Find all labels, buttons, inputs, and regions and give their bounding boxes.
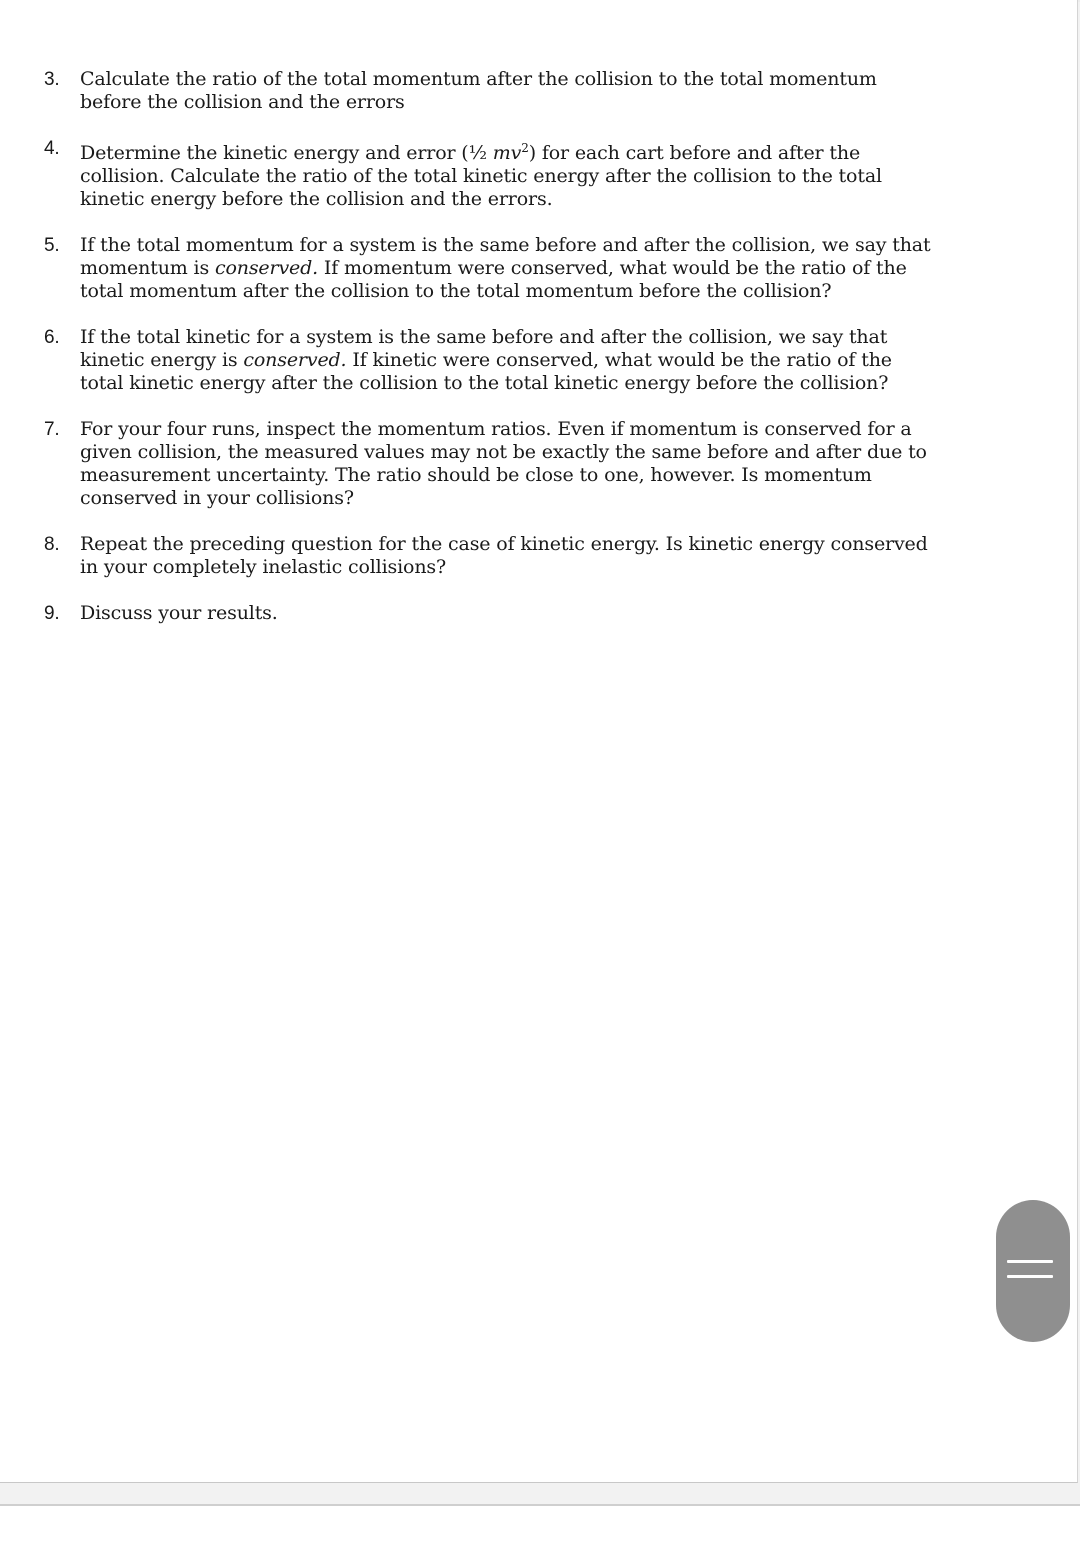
question-text-line: kinetic energy before the collision and the errors. <box>80 188 553 210</box>
question-text-line: If the total momentum for a system is the same before and after the collision, we say that <box>80 234 931 256</box>
question-text-line: conserved in your collisions? <box>80 487 354 509</box>
question-number: 5. <box>44 235 60 256</box>
question-text-line <box>80 137 942 165</box>
emphasis-conserved: conserved. <box>214 257 319 279</box>
question-text: momentum is <box>80 257 215 279</box>
question-text-line: Discuss your results. <box>80 602 278 624</box>
question-text-line: in your completely inelastic collisions? <box>80 556 447 578</box>
question-7 <box>42 418 942 510</box>
scroll-drag-handle[interactable] <box>996 1200 1070 1342</box>
question-text-line: Calculate the ratio of the total momentum after the collision to the total momentum <box>80 68 877 90</box>
kinetic-energy-formula <box>469 142 529 164</box>
formula-mv: mv <box>492 142 522 164</box>
question-number: 3. <box>44 69 60 90</box>
question-3 <box>42 68 942 114</box>
question-4 <box>42 137 942 211</box>
question-text-line: before the collision and the errors <box>80 91 405 113</box>
question-text-line: If the total kinetic for a system is the same before and after the collision, we say that <box>80 326 888 348</box>
formula-fraction: ½ <box>468 142 493 164</box>
question-number: 7. <box>44 419 60 440</box>
question-text: If momentum were conserved, what would be the ratio of the <box>318 257 907 279</box>
question-number: 8. <box>44 534 60 555</box>
bottom-bar <box>0 1504 1080 1550</box>
formula-exponent: 2 <box>521 141 529 155</box>
question-8 <box>42 533 942 579</box>
question-number: 9. <box>44 603 60 624</box>
question-6 <box>42 326 942 395</box>
question-text-line: measurement uncertainty. The ratio should be close to one, however. Is momentum <box>80 464 872 486</box>
question-text-line: collision. Calculate the ratio of the total kinetic energy after the collision to the total <box>80 165 882 187</box>
question-text: ) for each cart before and after the <box>528 142 861 164</box>
question-5 <box>42 234 942 303</box>
drag-handle-icon <box>1007 1260 1053 1263</box>
question-text-line: total momentum after the collision to the total momentum before the collision? <box>80 280 832 302</box>
question-text-line <box>80 257 942 280</box>
question-text: Determine the kinetic energy and error ( <box>80 142 469 164</box>
question-text-line <box>80 349 942 372</box>
question-number: 6. <box>44 327 60 348</box>
question-9 <box>42 602 942 625</box>
emphasis-conserved: conserved. <box>243 349 347 371</box>
question-text-line: total kinetic energy after the collision to the total kinetic energy before the collision? <box>80 372 889 394</box>
drag-handle-icon-line <box>1007 1275 1053 1278</box>
question-text-line: For your four runs, inspect the momentum ratios. Even if momentum is conserved for a <box>80 418 912 440</box>
question-text-line: given collision, the measured values may not be exactly the same before and after due to <box>80 441 927 463</box>
question-text-line: Repeat the preceding question for the case of kinetic energy. Is kinetic energy conserved <box>80 533 928 555</box>
question-number: 4. <box>44 138 60 159</box>
question-text: If kinetic were conserved, what would be the ratio of the <box>346 349 892 371</box>
question-list <box>42 68 942 648</box>
question-text: kinetic energy is <box>80 349 244 371</box>
